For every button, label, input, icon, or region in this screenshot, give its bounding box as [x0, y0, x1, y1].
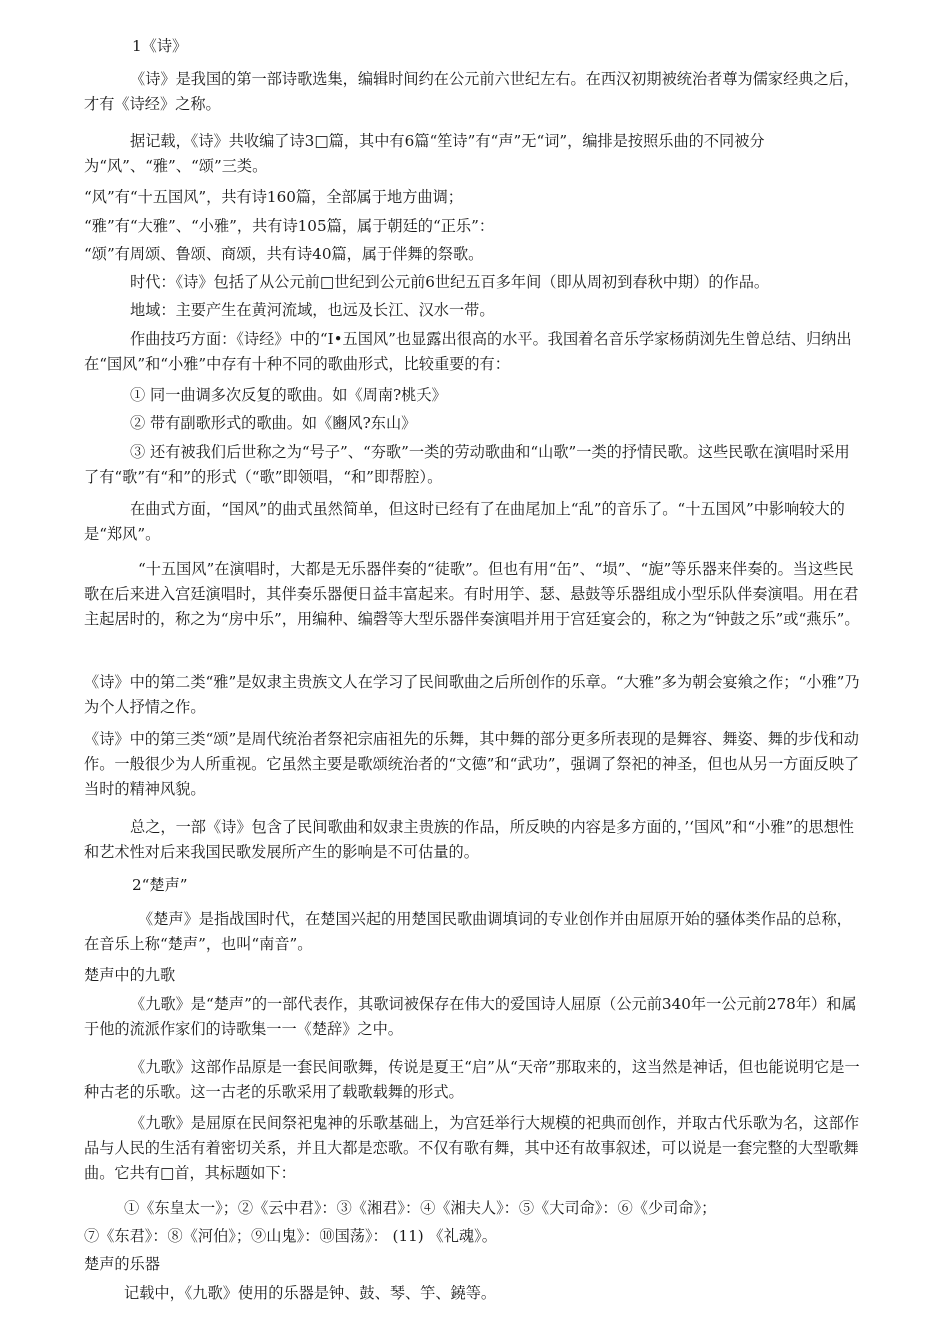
paragraph: 时代：《诗》包括了从公元前□世纪到公元前6世纪五百多年间（即从周初到春秋中期）的作品。 [130, 273, 770, 291]
paragraph: 《诗》中的第二类“雅”是奴隶主贵族文人在学习了民间歌曲之后所创作的乐章。“大雅”多为朝会宴飨之作；“小雅”乃为个人抒情之作。 [84, 673, 860, 716]
paragraph: 据记载，《诗》共收编了诗3□篇，其中有6篇“笙诗”有“声”无“词”，编排是按照乐曲的不同被分为“风”、“雅”、“颂”三类。 [84, 132, 765, 175]
paragraph: 《楚声》是指战国时代，在楚国兴起的用楚国民歌曲调填词的专业创作并由屈原开始的骚体类作品的总称，在音乐上称“楚声”，也叫“南音”。 [84, 910, 852, 953]
paragraph: 总之，一部《诗》包含了民间歌曲和奴隶主贵族的作品，所反映的内容是多方面的，’‘国风”和“小雅”的思想性和艺术性对后来我国民歌发展所产生的影响是不可估量的。 [84, 818, 854, 861]
paragraph: 《诗》中的第三类“颂”是周代统治者祭祀宗庙祖先的乐舞，其中舞的部分更多所表现的是舞容、舞姿、舞的步伐和动作。一般很少为人所重视。它虽然主要是歌颂统治者的“文德”和“武功”，强调了祭祀的神圣，但也从另一方面反映了当时的精神风貌。 [84, 730, 860, 798]
section-heading-2: 2“楚声” [132, 876, 188, 894]
list-item: ③ 还有被我们后世称之为“号子”、“夯歌”一类的劳动歌曲和“山歌”一类的抒情民歌。这些民歌在演唱时采用了有“歌”有“和”的形式（“歌”即领唱，“和”即帮腔）。 [84, 443, 850, 486]
paragraph: “风”有“十五国风”，共有诗160篇，全部属于地方曲调； [84, 188, 463, 206]
paragraph: 《诗》是我国的第一部诗歌选集，编辑时间约在公元前六世纪左右。在西汉初期被统治者尊为儒家经典之后，才有《诗经》之称。 [84, 70, 859, 113]
paragraph: “颂”有周颂、鲁颂、商颂，共有诗40篇，属于伴舞的祭歌。 [84, 245, 484, 263]
list-item: ①《东皇太一》；②《云中君》：③《湘君》：④《湘夫人》：⑤《大司命》：⑥《少司命》； [124, 1199, 717, 1217]
subheading: 楚声的乐器 [84, 1255, 160, 1273]
paragraph: 在曲式方面，“国风”的曲式虽然简单，但这时已经有了在曲尾加上“乱”的音乐了。“十五国风”中影响较大的是“郑风”。 [84, 500, 845, 543]
paragraph: 《九歌》这部作品原是一套民间歌舞，传说是夏王“启”从“天帝”那取来的，这当然是神话，但也能说明它是一种古老的乐歌。这一古老的乐歌采用了载歌载舞的形式。 [84, 1058, 860, 1101]
subheading: 楚声中的九歌 [84, 966, 176, 984]
paragraph: 《九歌》是“楚声”的一部代表作，其歌词被保存在伟大的爱国诗人屈原（公元前340年一公元前278年）和属于他的流派作家们的诗歌集一一《楚辞》之中。 [84, 995, 857, 1038]
paragraph: “雅”有“大雅”、“小雅”，共有诗105篇，属于朝廷的“正乐”： [84, 217, 495, 235]
list-item: ⑦《东君》：⑧《河伯》；⑨山鬼》：⑩国荡》： (11) 《礼魂》。 [84, 1227, 497, 1245]
paragraph: 作曲技巧方面：《诗经》中的“I•五国风”也显露出很高的水平。我国着名音乐学家杨荫浏先生曾总结、归纳出在“国风”和“小雅”中存有十种不同的歌曲形式，比较重要的有： [84, 330, 852, 373]
paragraph: “十五国风”在演唱时，大都是无乐器伴奏的“徒歌”。但也有用“缶”、“埙”、“旎”等乐器来伴奏的。当这些民歌在后来进入宫廷演唱时，其伴奏乐器便日益丰富起来。有时用竽、瑟、悬鼓等乐器组成小型乐队伴奏演唱。用在君主起居时的，称之为“房中乐”，用编种、编磬等大型乐器伴奏演唱并用于宫廷宴会的，称之为“钟鼓之乐”或“燕乐”。 [84, 560, 860, 628]
section-heading-1: 1《诗》 [132, 37, 188, 55]
paragraph: 《九歌》是屈原在民间祭祀鬼神的乐歌基础上，为宫廷举行大规模的祀典而创作，并取古代乐歌为名，这部作品与人民的生活有着密切关系，并且大都是恋歌。不仅有歌有舞，其中还有故事叙述，可以说是一套完整的大型歌舞曲。它共有□首，其标题如下： [84, 1114, 859, 1182]
paragraph: 记载中，《九歌》使用的乐器是钟、鼓、琴、竽、鐃等。 [124, 1284, 497, 1302]
paragraph: 地域：主要产生在黄河流域，也远及长江、汉水一带。 [130, 301, 495, 319]
list-item: ① 同一曲调多次反复的歌曲。如《周南?桃夭》 [130, 386, 447, 404]
list-item: ② 带有副歌形式的歌曲。如《豳风?东山》 [130, 414, 417, 432]
